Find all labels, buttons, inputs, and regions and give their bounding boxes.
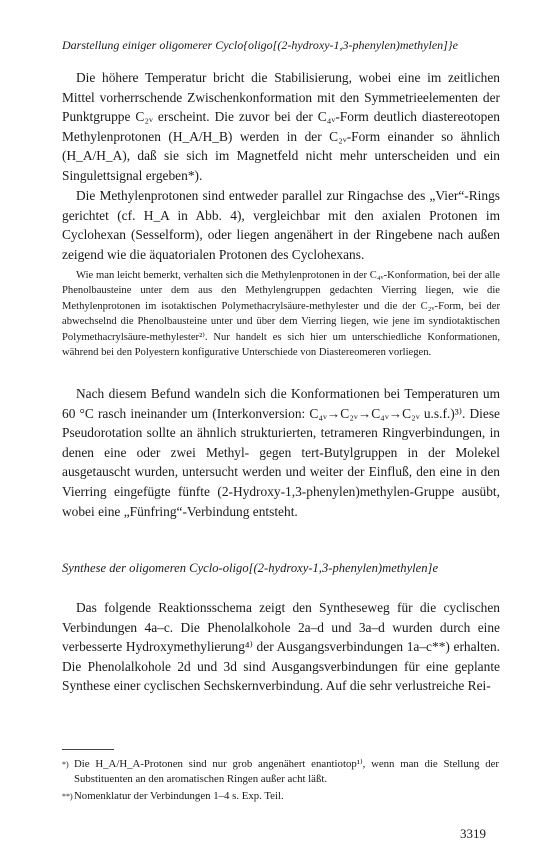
footnote-1-marker: *) <box>62 760 69 769</box>
paragraph-3 <box>62 384 500 521</box>
paragraph-1-text: Die höhere Temperatur bricht die Stabilisierung, wobei eine im zeitlichen Mittel vorherrschende Zwischenkonformation mit den Symmetrieelementen der Punktgruppe C₂ᵥ erscheint. Die zuvor bei der C₄ᵥ-Form deutlich diastereotopen Methylenprotonen (H_A/H_B) werden in der C₂ᵥ-Form einander so ähnlich (H_A/H_A), daß sie sich im Magnetfeld nicht mehr unterscheiden und ein Singulettsignal ergeben*). <box>62 70 500 183</box>
footnote-2 <box>62 789 502 804</box>
paragraph-4-text: Das folgende Reaktionsschema zeigt den Syntheseweg für die cyclischen Verbindungen 4a–c. Die Phenolalkohole 2a–d und 3a–d wurden durch eine verbesserte Hydroxymethylierung⁴⁾ der Ausgangsverbindungen 1a–c**) erhalten. Die Phenolalkohole 2d und 3d sind Ausgangsverbindungen für eine geplante Synthese einer cyclischen Sechskernverbindung. Auf die sehr verlustreiche Rei- <box>62 600 500 694</box>
footnote-2-text: Nomenklatur der Verbindungen 1–4 s. Exp. Teil. <box>74 790 284 802</box>
section-title: Synthese der oligomeren Cyclo-oligo[(2-hydroxy-1,3-phenylen)methylen]e <box>62 561 439 575</box>
page-number: 3319 <box>460 826 486 841</box>
paragraph-3-text: Nach diesem Befund wandeln sich die Konformationen bei Temperaturen um 60 °C rasch ineinander um (Interkonversion: C₄ᵥ→C₂ᵥ→C₄ᵥ→C₂ᵥ u.s.f.)³⁾. Diese Pseudorotation sollte an ähnlich strukturierten, tetrameren Ringverbindungen, in denen eine oder zwei Methyl- gegen tert-Butylgruppen in der Molekel ausgetauscht wurden, untersucht werden und weiter der Einfluß, den eine in den Vierring eingefügte fünfte (2-Hydroxy-1,3-phenylen)methylen-Gruppe ausübt, wobei eine „Fünfring“-Verbindung entsteht. <box>62 386 500 519</box>
paragraph-2 <box>62 186 500 264</box>
footnote-1-text: Die H_A/H_A-Protonen sind nur grob angenähert enantiotop¹⁾, wenn man die Stellung der Substituenten an den aromatischen Ringen außer acht läßt. <box>74 758 499 785</box>
running-title: Darstellung einiger oligomerer Cyclo{oligo[(2-hydroxy-1,3-phenylen)methylen]}e <box>62 38 458 52</box>
footnote-2-marker: **) <box>62 792 73 801</box>
note-paragraph-text: Wie man leicht bemerkt, verhalten sich die Methylenprotonen in der C₄ᵥ-Konformation, bei der alle Phenolbausteine unter dem aus den Methylengruppen gedachten Vierring liegen, wie die Methylenprotonen im isotaktischen Polymethacrylsäure-methylester und die der C₂ᵥ-Form, bei der abwechselnd die Phenolbausteine unter und über dem Vierring liegen, wie jene im syndiotaktischen Polymethacrylsäure-methylester²⁾. Nur handelt es sich hier um unterschiedliche Konformationen, während bei den Polyestern konfigurative Unterschiede von Diastereomeren vorliegen. <box>62 270 500 359</box>
paragraph-1 <box>62 68 500 186</box>
note-paragraph <box>62 268 500 360</box>
paragraph-2-text: Die Methylenprotonen sind entweder parallel zur Ringachse des „Vier“-Rings gerichtet (cf. H_A in Abb. 4), vergleichbar mit den axialen Protonen im Cyclohexan (Sesselform), oder liegen angenähert in der Ringebene nach außen zeigend wie die äquatorialen Protonen des Cyclohexans. <box>62 188 500 262</box>
footnote-rule <box>62 749 114 750</box>
paragraph-4 <box>62 598 500 696</box>
footnote-1 <box>62 757 502 787</box>
running-header <box>62 38 502 53</box>
